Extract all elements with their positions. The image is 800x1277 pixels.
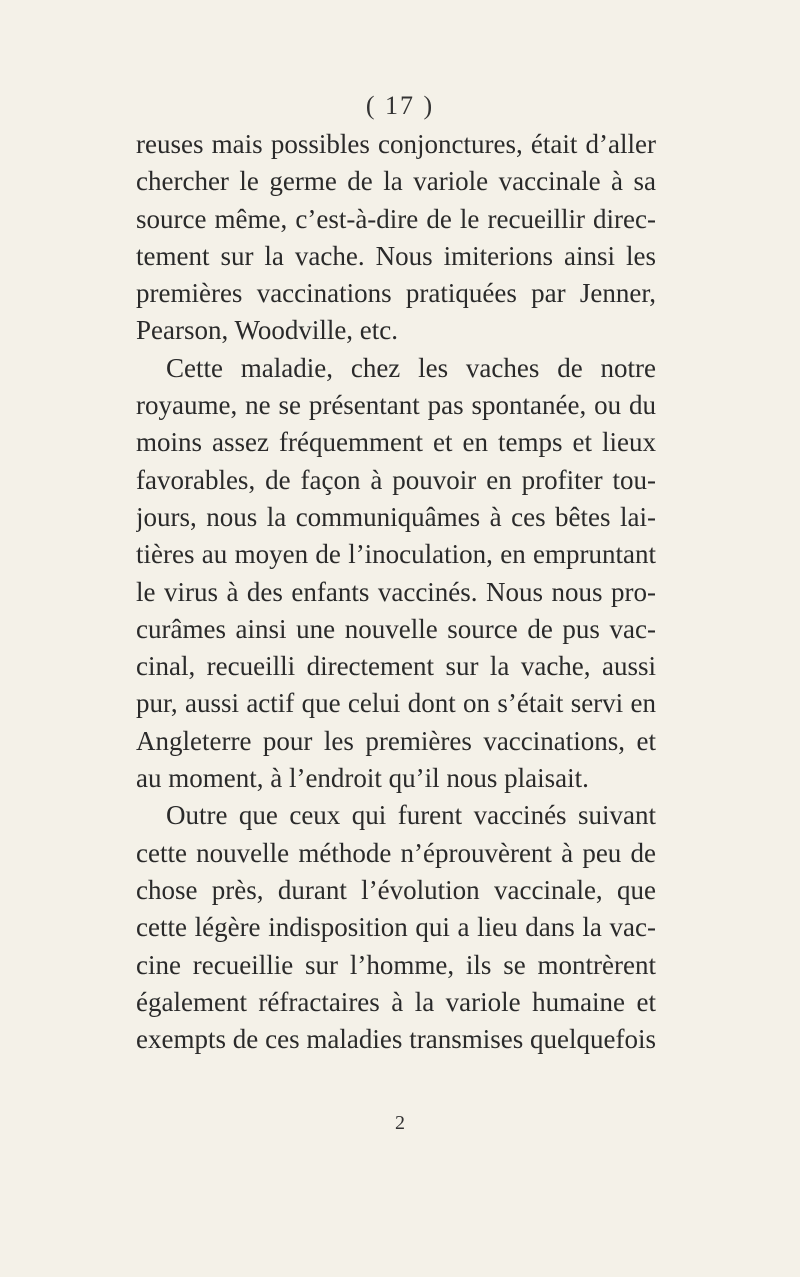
text-line: source même, c’est-à-dire de le recueillir direc- [136, 203, 656, 234]
text-line: Pearson, Woodville, etc. [136, 315, 399, 346]
text-line: jours, nous la communiquâmes à ces bêtes lai- [136, 501, 656, 532]
text-line: favorables, de façon à pouvoir en profiter tou- [136, 464, 656, 495]
text-line: au moment, à l’endroit qu’il nous plaisait. [136, 763, 589, 794]
page-number: ( 17 ) [365, 91, 435, 120]
text-line: pur, aussi actif que celui dont on s’était servi en [136, 688, 656, 719]
text-line: cette nouvelle méthode n’éprouvèrent à peu de [136, 837, 656, 868]
text-line: chercher le germe de la variole vaccinale à sa [136, 166, 656, 197]
text-line: Angleterre pour les premières vaccinations, et [136, 725, 656, 756]
text-line: premières vaccinations pratiquées par Jenner, [136, 278, 656, 309]
text-line: Cette maladie, chez les vaches de notre [166, 352, 656, 383]
text-line: cinal, recueilli directement sur la vache, aussi [136, 651, 656, 682]
text-line: royaume, ne se présentant pas spontanée, ou du [136, 390, 656, 421]
text-line: exempts de ces maladies transmises quelquefois [136, 1024, 656, 1055]
signature-mark: 2 [395, 1112, 405, 1134]
text-line: cine recueillie sur l’homme, ils se montrèrent [136, 949, 656, 980]
text-line: tement sur la vache. Nous imiterions ainsi les [136, 240, 656, 271]
text-line: chose près, durant l’évolution vaccinale, que [136, 874, 656, 905]
body-text [136, 126, 656, 1058]
text-line: tières au moyen de l’inoculation, en empruntant [136, 539, 656, 570]
text-line: reuses mais possibles conjonctures, était d’aller [136, 129, 656, 159]
text-line: Outre que ceux qui furent vaccinés suivant [166, 800, 656, 831]
text-line: moins assez fréquemment et en temps et lieux [136, 427, 656, 458]
text-line: curâmes ainsi une nouvelle source de pus vac- [136, 613, 656, 644]
text-line: le virus à des enfants vaccinés. Nous nous pro- [136, 576, 656, 607]
text-line: également réfractaires à la variole humaine et [136, 986, 656, 1017]
text-line: cette légère indisposition qui a lieu dans la vac- [136, 912, 656, 943]
